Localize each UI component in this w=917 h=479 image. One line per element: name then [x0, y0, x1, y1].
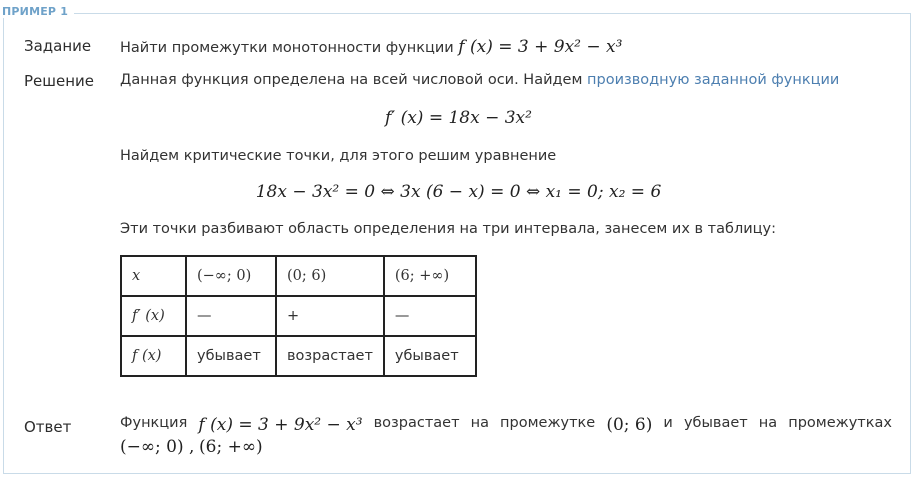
answer-line: [120, 437, 892, 457]
answer-word: на: [470, 415, 489, 431]
answer-text: [120, 415, 892, 457]
task-text: [120, 37, 622, 57]
solution-label: Решение: [24, 72, 95, 90]
table-cell: —: [186, 296, 276, 336]
derivative-formula: f′ (x) = 18x − 3x²: [385, 108, 532, 128]
table-row: [121, 296, 476, 336]
table-cell: f′ (x): [121, 296, 186, 336]
task-label: Задание: [24, 37, 92, 55]
solution-intro: [120, 72, 839, 88]
table-cell: f (x): [121, 336, 186, 376]
example-header: ПРИМЕР 1: [0, 5, 74, 18]
table-cell: +: [276, 296, 384, 336]
critical-points-text: Найдем критические точки, для этого решим уравнение: [120, 148, 557, 164]
answer-interval: (0; 6): [606, 415, 653, 435]
answer-line: [120, 415, 892, 435]
table-intro-text: Эти точки разбивают область определения на три интервала, занесем их в таблицу:: [120, 221, 776, 237]
answer-formula: f (x) = 3 + 9x² − x³: [198, 415, 363, 435]
task-sentence: Найти промежутки монотонности функции: [120, 40, 454, 56]
answer-word: возрастает: [373, 415, 460, 431]
solution-intro-text: Данная функция определена на всей числовой оси. Найдем: [120, 72, 588, 88]
answer-interval: (6; +∞): [199, 437, 263, 457]
table-cell: возрастает: [276, 336, 384, 376]
monotonicity-table: [120, 255, 477, 377]
critical-equation: 18x − 3x² = 0 ⇔ 3x (6 − x) = 0 ⇔ x₁ = 0; x₂ = 6: [255, 182, 662, 202]
table-cell: (6; +∞): [384, 256, 476, 296]
table-cell: x: [121, 256, 186, 296]
answer-word: на: [758, 415, 778, 431]
answer-word: и: [663, 415, 673, 431]
table-row: [121, 336, 476, 376]
answer-word: Функция: [120, 415, 188, 431]
table-row: [121, 256, 476, 296]
derivative-link[interactable]: производную заданной функции: [587, 72, 840, 88]
table-cell: убывает: [384, 336, 476, 376]
task-formula: f (x) = 3 + 9x² − x³: [458, 37, 623, 57]
table-cell: —: [384, 296, 476, 336]
answer-word: убывает: [683, 415, 748, 431]
answer-word: промежутках: [788, 415, 892, 431]
answer-label: Ответ: [24, 418, 72, 436]
answer-word: промежутке: [500, 415, 596, 431]
table-cell: (0; 6): [276, 256, 384, 296]
table-cell: (−∞; 0): [186, 256, 276, 296]
table-cell: убывает: [186, 336, 276, 376]
answer-interval: (−∞; 0) ,: [120, 437, 195, 457]
